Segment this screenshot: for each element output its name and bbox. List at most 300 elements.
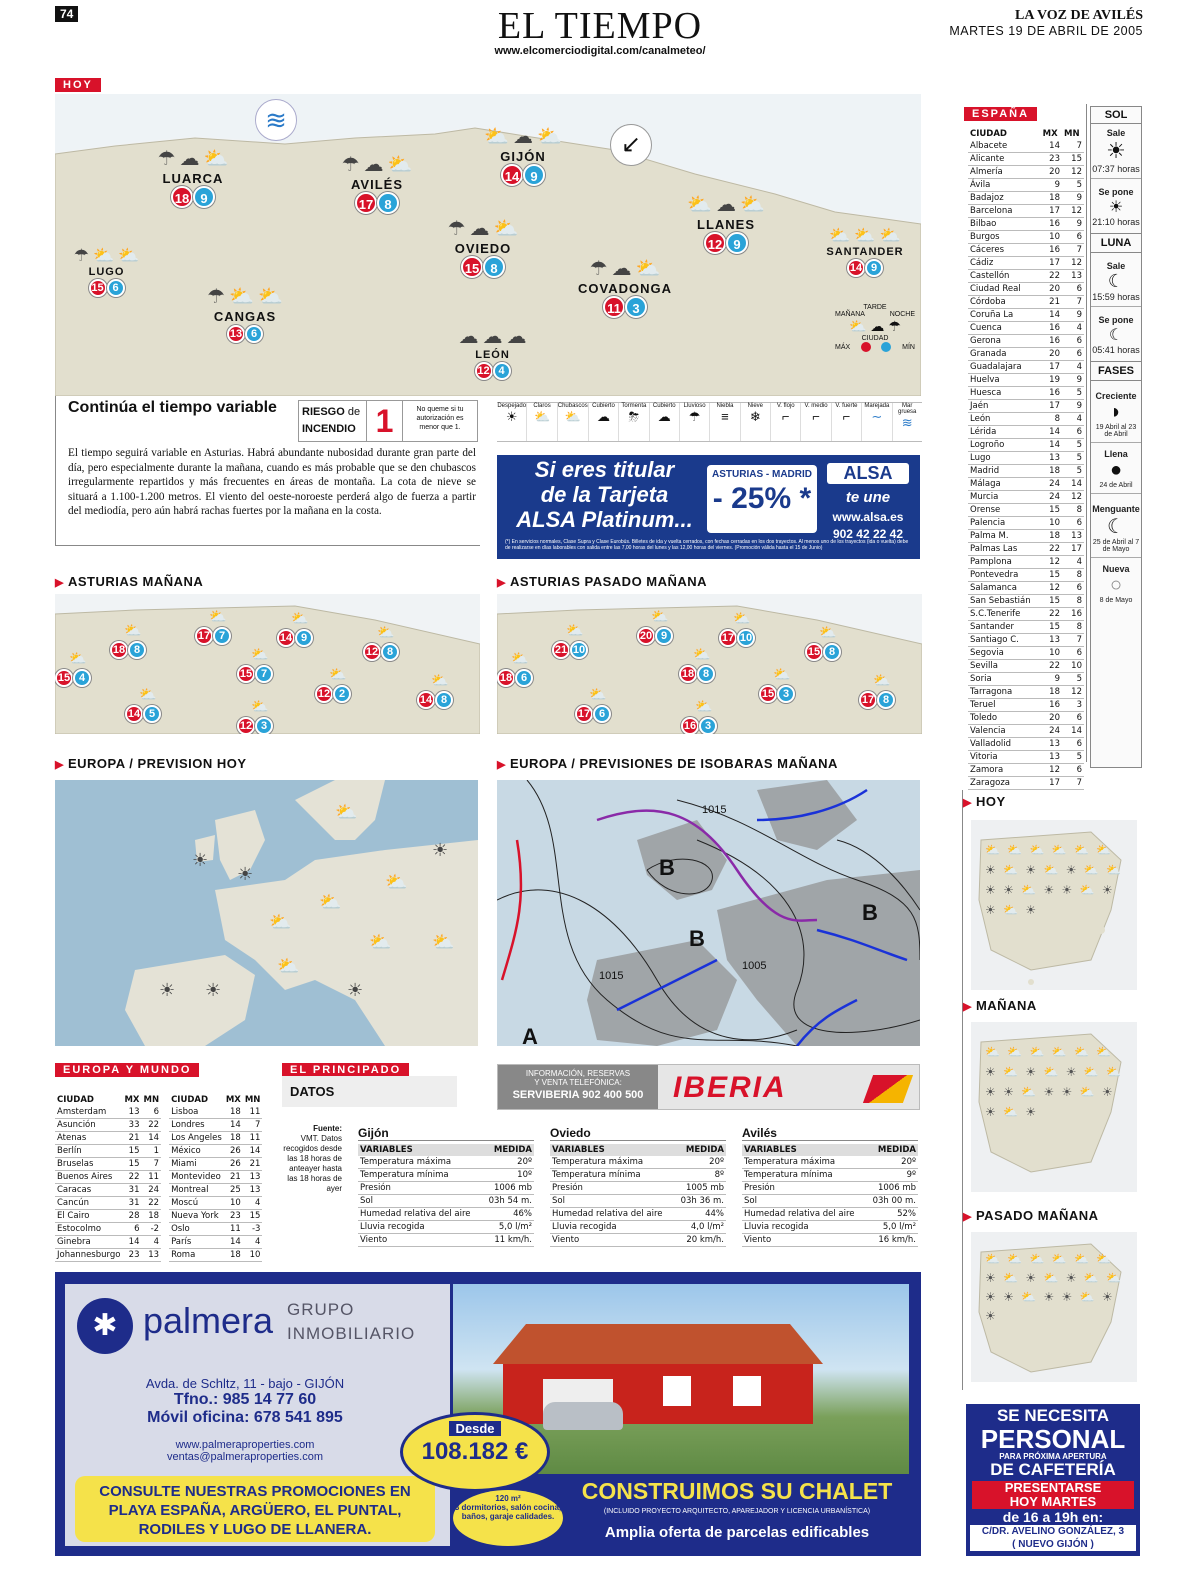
min-cell: 12 — [1062, 166, 1084, 179]
sunset-icon: ☀ — [1108, 199, 1124, 216]
luna-sale-time: 15:59 horas — [1091, 292, 1141, 307]
max-cell: 14 — [1041, 309, 1062, 322]
rain-icon: ☂ — [447, 218, 466, 240]
medida-header: MEDIDA — [877, 1145, 916, 1155]
table-row — [550, 1195, 726, 1208]
max-cell: 13 — [1041, 738, 1062, 751]
menguante-date: 25 de Abril al 7 de Mayo — [1091, 539, 1141, 558]
sol-pone-label: Se pone — [1098, 187, 1134, 197]
table-row — [968, 296, 1084, 309]
max-cell: 18 — [1041, 465, 1062, 478]
table-row — [55, 1132, 161, 1145]
min-cell: 5 — [1062, 465, 1084, 478]
table-row — [968, 686, 1084, 699]
medida-header: MEDIDA — [493, 1145, 532, 1155]
pasado-city-10: ⛅ 17 8 — [859, 672, 895, 709]
fuente-label: Fuente: — [313, 1124, 342, 1133]
max-cell: 13 — [1041, 634, 1062, 647]
city-cell: Zamora — [968, 764, 1041, 777]
max-cell: 9 — [1041, 673, 1062, 686]
min-cell: 4 — [1062, 556, 1084, 569]
iberia-phone[interactable]: SERVIBERIA 902 400 500 — [512, 1089, 644, 1101]
asturias-pasado-map — [497, 594, 922, 734]
table-row — [169, 1145, 262, 1158]
chalet-subtitle: (INCLUIDO PROYECTO ARQUITECTO, APAREJADOR Y LICENCIA URBANÍSTICA) — [603, 1508, 871, 1515]
personal-line3: PARA PRÓXIMA APERTURA — [999, 1452, 1107, 1461]
table-row — [968, 712, 1084, 725]
city-cell: Madrid — [968, 465, 1041, 478]
alsa-fine-print: (*) En servicios normales, Clase Supra y Clase Eurobús. Billetes de ida y vuelta cerrados, con fechas cerradas en los dos trayectos. Al menos uno de los trayectos (ida o vuelta) debe de realizarse en días laborables con salida entre las 7,00 horas del lunes y las 12,00 horas del viernes. (Promoción válida hasta el 15 de Junio) — [505, 539, 909, 551]
table-row — [968, 426, 1084, 439]
symbol-v-flojo: V. flojo ⌐ — [771, 403, 801, 441]
value-cell: 5,0 l/m² — [482, 1221, 534, 1234]
pasado-city-8: ⛅ 15 3 — [759, 666, 795, 703]
alsa-discount-box — [707, 465, 817, 533]
city-cell: Córdoba — [968, 296, 1041, 309]
sol-sale-time: 07:37 horas — [1091, 164, 1141, 179]
palmera-web[interactable]: www.palmeraproperties.com — [175, 1439, 315, 1451]
value-cell: 03h 00 m. — [866, 1195, 918, 1208]
pasado-city-4: ⛅ 20 9 — [637, 608, 673, 645]
min-temp: 6 — [245, 325, 263, 343]
value-cell: 8º — [674, 1169, 726, 1182]
variables-header: VARIABLES — [360, 1145, 413, 1155]
min-cell: 10 — [243, 1249, 263, 1262]
city-cell: Berlín — [55, 1145, 122, 1158]
weather-icon: ☀ — [205, 980, 222, 1000]
pasado-city-1: ⛅ 18 6 — [497, 650, 533, 687]
pressure-high: A — [522, 1024, 538, 1046]
city-cell: Cádiz — [968, 257, 1041, 270]
city-cell: Segovia — [968, 647, 1041, 660]
manana-city-10: ⛅ 14 8 — [417, 672, 453, 709]
table-row — [968, 413, 1084, 426]
city-cell: León — [968, 413, 1041, 426]
city-aviles — [317, 152, 437, 214]
min-cell: 4 — [1062, 322, 1084, 335]
max-cell: 22 — [1041, 660, 1062, 673]
weather-icons — [555, 256, 695, 281]
city-cell: Guadalajara — [968, 361, 1041, 374]
city-cell: Huesca — [968, 387, 1041, 400]
manana-city-9: ⛅ 12 8 — [363, 624, 399, 661]
table-row — [169, 1106, 262, 1119]
palmera-email[interactable]: ventas@palmeraproperties.com — [166, 1451, 324, 1463]
iberia-ad[interactable] — [497, 1064, 920, 1110]
max-cell: 16 — [1041, 699, 1062, 712]
city-cell: Roma — [169, 1249, 224, 1262]
palmera-mobile[interactable]: Móvil oficina: 678 541 895 — [147, 1409, 343, 1426]
table-row — [968, 322, 1084, 335]
min-cell: 9 — [1062, 309, 1084, 322]
cloud-icon: ☁ — [469, 218, 490, 240]
min-temp: 9 — [523, 164, 545, 186]
city-cell: Moscú — [169, 1197, 224, 1210]
table-row — [968, 491, 1084, 504]
min-cell: 18 — [141, 1210, 161, 1223]
table-row — [968, 231, 1084, 244]
station-name: Gijón — [358, 1126, 534, 1141]
table-row — [968, 673, 1084, 686]
min-cell: 6 — [1062, 335, 1084, 348]
city-cell: Tarragona — [968, 686, 1041, 699]
pasado-city-7: ⛅ 16 3 — [681, 698, 717, 734]
cloud-icon: ☁ — [611, 258, 632, 280]
variable-cell: Sol — [358, 1195, 482, 1208]
europa-hoy-map — [55, 780, 478, 1046]
table-row — [550, 1169, 726, 1182]
city-cell: Palencia — [968, 517, 1041, 530]
legend-manana: MAÑANA — [835, 311, 865, 318]
min-cell: 5 — [1062, 179, 1084, 192]
max-cell: 17 — [1041, 361, 1062, 374]
europe-land — [55, 780, 478, 1046]
incendio-label: INCENDIO — [302, 423, 356, 435]
table-row — [742, 1169, 918, 1182]
min-cell: 12 — [1062, 686, 1084, 699]
cloud-icon: ☁ — [513, 126, 533, 148]
sun-cloud-icon: ⛅ — [92, 246, 115, 265]
min-cell: 22 — [141, 1197, 161, 1210]
palmera-ad[interactable] — [55, 1272, 921, 1556]
city-name: SANTANDER — [826, 246, 904, 258]
personal-line2: PERSONAL — [980, 1424, 1126, 1454]
max-cell: 14 — [1041, 426, 1062, 439]
city-name: GIJÓN — [500, 149, 546, 164]
personal-ad[interactable] — [966, 1404, 1140, 1556]
table-row — [169, 1210, 262, 1223]
moon-creciente-icon: ◗ — [1109, 401, 1123, 423]
europa-mundo-tag: EUROPA Y MUNDO — [55, 1063, 199, 1077]
max-cell: 16 — [1041, 244, 1062, 257]
espana-tag: ESPAÑA — [964, 107, 1037, 121]
min-cell: 14 — [1062, 725, 1084, 738]
min-cell: 11 — [243, 1132, 263, 1145]
table-row — [968, 517, 1084, 530]
max-cell: 31 — [122, 1184, 141, 1197]
table-row — [968, 699, 1084, 712]
weather-icons — [317, 152, 437, 177]
city-cell: Cáceres — [968, 244, 1041, 257]
rain-icon: ☂ — [341, 154, 360, 176]
variable-cell: Lluvia recogida — [742, 1221, 866, 1234]
max-temp: 14 — [847, 259, 865, 277]
rain-icon: ☂ — [207, 286, 226, 308]
min-cell: 15 — [1062, 153, 1084, 166]
value-cell: 03h 54 m. — [482, 1195, 534, 1208]
city-cell: Málaga — [968, 478, 1041, 491]
weather-icon: ⛅ — [385, 872, 408, 892]
value-cell: 20º — [866, 1156, 918, 1169]
fuente-block — [282, 1124, 342, 1194]
max-cell: 17 — [1041, 257, 1062, 270]
variable-cell: Lluvia recogida — [358, 1221, 482, 1234]
table-row — [968, 309, 1084, 322]
value-cell: 20º — [482, 1156, 534, 1169]
city-cell: Castellón — [968, 270, 1041, 283]
riesgo-label: RIESGO — [302, 406, 345, 418]
pasado-city-3: ⛅ 17 6 — [575, 686, 611, 723]
sun-cloud-icon: ⛅ — [203, 148, 229, 170]
max-cell: 16 — [1041, 335, 1062, 348]
min-cell: 9 — [1062, 400, 1084, 413]
table-row — [968, 166, 1084, 179]
medida-header: MEDIDA — [685, 1145, 724, 1155]
weather-icons — [185, 284, 305, 309]
menguante-label: Menguante — [1092, 504, 1140, 514]
max-cell: 10 — [1041, 517, 1062, 530]
table-row — [358, 1182, 534, 1195]
max-cell: 22 — [1041, 543, 1062, 556]
riesgo-box — [298, 400, 478, 442]
city-cell: Santander — [968, 621, 1041, 634]
variable-cell: Lluvia recogida — [550, 1221, 674, 1234]
symbol-marejada: Marejada ∼ — [862, 403, 892, 441]
table-row — [968, 140, 1084, 153]
city-cell: Sevilla — [968, 660, 1041, 673]
min-temp: 9 — [726, 232, 748, 254]
weather-icon: ☀ — [432, 840, 449, 860]
symbol-tormenta: Tormenta ⛈ — [619, 403, 649, 441]
luna-pone-time: 05:41 horas — [1091, 345, 1141, 362]
manana-city-3: ⛅ 14 5 — [125, 686, 161, 723]
legend-max: MÁX — [835, 343, 851, 351]
max-cell: 9 — [1041, 179, 1062, 192]
max-cell: 11 — [224, 1223, 243, 1236]
personal-line4: DE CAFETERÍA — [990, 1460, 1116, 1479]
sun-cloud-icon: ⛅ — [740, 194, 765, 216]
table-row — [55, 1249, 161, 1262]
manana-city-7: ⛅ 12 2 — [315, 666, 351, 703]
city-name: OVIEDO — [454, 241, 512, 256]
min-cell: 6 — [1062, 764, 1084, 777]
table-row — [742, 1221, 918, 1234]
max-cell: 13 — [1041, 751, 1062, 764]
creciente-date: 19 Abril al 23 de Abril — [1091, 424, 1141, 443]
rain-icon: ☂ — [157, 148, 176, 170]
table-row — [968, 504, 1084, 517]
city-cell: Cuenca — [968, 322, 1041, 335]
min-temp: 3 — [625, 296, 647, 318]
max-cell: 16 — [1041, 322, 1062, 335]
city-leon — [435, 324, 550, 380]
max-cell: 18 — [224, 1249, 243, 1262]
sun-icon: ☀ — [1106, 138, 1126, 163]
alsa-ad[interactable] — [497, 455, 920, 559]
max-cell: 15 — [1041, 504, 1062, 517]
table-row — [968, 205, 1084, 218]
mundo-table-right: CIUDAD MX MN Lisboa 18 11 Londres 14 7 Los Angeles 18 11 México 26 14 Miami 26 21 Montevideo 21 13 Montreal 25 13 Moscú 10 4 Nueva York 23 15 Oslo 11 -3 París 14 4 Roma 18 10 — [171, 1095, 261, 1260]
variables-header: VARIABLES — [744, 1145, 797, 1155]
city-cell: Montreal — [169, 1184, 224, 1197]
max-cell: 18 — [224, 1106, 243, 1119]
isobaras-map — [497, 780, 920, 1046]
max-cell: 26 — [224, 1145, 243, 1158]
min-cell: -3 — [243, 1223, 263, 1236]
station-2 — [742, 1126, 918, 1247]
min-cell: 6 — [1062, 348, 1084, 361]
city-cell: Granada — [968, 348, 1041, 361]
max-cell: 31 — [122, 1197, 141, 1210]
city-cell: Oslo — [169, 1223, 224, 1236]
max-cell: 20 — [1041, 348, 1062, 361]
sun-rain-icon: ⛅ — [829, 226, 851, 245]
city-cell: Lugo — [968, 452, 1041, 465]
manana-city-4: ⛅ 17 7 — [195, 608, 231, 645]
min-cell: 13 — [1062, 270, 1084, 283]
symbol-niebla: Niebla ≡ — [710, 403, 740, 441]
max-cell: 33 — [122, 1119, 141, 1132]
table-row — [968, 660, 1084, 673]
moon-menguante-icon: ☾ — [1107, 516, 1125, 538]
max-cell: 15 — [1041, 569, 1062, 582]
max-cell: 12 — [1041, 556, 1062, 569]
city-cell: El Cairo — [55, 1210, 122, 1223]
weather-icon: ☀ — [347, 980, 364, 1000]
weather-icon: ⛅ — [432, 932, 455, 952]
max-cell: 15 — [122, 1145, 141, 1158]
min-cell: 13 — [1062, 530, 1084, 543]
isobar-lines — [497, 780, 920, 1046]
city-luarca — [133, 146, 253, 208]
city-cell: Valladolid — [968, 738, 1041, 751]
personal-line8: C/DR. AVELINO GONZÁLEZ, 3 — [981, 1526, 1125, 1537]
min-cell: 15 — [243, 1210, 263, 1223]
europa-isobaras-title: ▶ EUROPA / PREVISIONES DE ISOBARAS MAÑANA — [497, 756, 838, 771]
header-url[interactable]: www.elcomerciodigital.com/canalmeteo/ — [494, 45, 706, 57]
table-row — [550, 1234, 726, 1247]
max-cell: 20 — [1041, 283, 1062, 296]
min-cell: 6 — [141, 1106, 161, 1119]
llena-label: Llena — [1104, 449, 1128, 459]
alsa-logo: ALSA — [827, 463, 909, 484]
luna-pone-label: Se pone — [1098, 315, 1134, 325]
variable-cell: Viento — [358, 1234, 482, 1247]
max-cell: 26 — [224, 1158, 243, 1171]
min-cell: 12 — [1062, 205, 1084, 218]
variable-cell: Humedad relativa del aire — [742, 1208, 866, 1221]
sun-cloud-icon: ⛅ — [118, 246, 140, 265]
city-cell: Cancún — [55, 1197, 122, 1210]
city-cell: Logroño — [968, 439, 1041, 452]
min-cell: 17 — [1062, 543, 1084, 556]
max-cell: 12 — [1041, 764, 1062, 777]
weather-icon: ☀ — [237, 864, 254, 884]
city-cell: Coruña La — [968, 309, 1041, 322]
table-row — [968, 478, 1084, 491]
spain-hoy-map: ⛅ ⛅ ⛅ ⛅ ⛅ ⛅ ☀ ⛅ ☀ ⛅ ☀ ⛅ ⛅ ☀ ☀ ⛅ ☀ ☀ ⛅ ☀ ☀ ⛅ ☀ — [971, 820, 1137, 990]
table-row — [968, 218, 1084, 231]
station-0 — [358, 1126, 534, 1247]
symbol-v-fuerte: V. fuerte ⌐ — [832, 403, 862, 441]
spain-manana-map: ⛅ ⛅ ⛅ ⛅ ⛅ ⛅ ☀ ⛅ ☀ ⛅ ☀ ⛅ ⛅ ☀ ☀ ⛅ ☀ ☀ ⛅ ☀ ☀ ⛅ ☀ — [971, 1022, 1137, 1192]
max-cell: 18 — [1041, 686, 1062, 699]
city-cell: Atenas — [55, 1132, 122, 1145]
min-cell: 11 — [243, 1106, 263, 1119]
personal-line5: PRESENTARSE — [1004, 1480, 1102, 1495]
nueva-label: Nueva — [1102, 564, 1130, 574]
stations-tables — [358, 1126, 918, 1247]
max-temp: 14 — [501, 164, 523, 186]
min-cell: 1 — [141, 1145, 161, 1158]
city-cell: Murcia — [968, 491, 1041, 504]
table-row — [742, 1156, 918, 1169]
city-cell: Alicante — [968, 153, 1041, 166]
max-cell: 14 — [1041, 439, 1062, 452]
max-cell: 15 — [1041, 595, 1062, 608]
pasado-city-5: ⛅ 18 8 — [679, 646, 715, 683]
palmera-phone[interactable]: Tfno.: 985 14 77 60 — [173, 1391, 317, 1408]
city-cell: Asunción — [55, 1119, 122, 1132]
min-cell: 6 — [1062, 283, 1084, 296]
min-cell: 4 — [1062, 413, 1084, 426]
weather-icons — [463, 124, 583, 149]
min-cell: 6 — [1062, 738, 1084, 751]
legend-min: MÍN — [902, 343, 915, 351]
table-row — [742, 1208, 918, 1221]
max-cell: 23 — [1041, 153, 1062, 166]
alsa-web[interactable]: www.alsa.es — [832, 510, 904, 524]
alsa-line3: ALSA Platinum... — [516, 507, 693, 532]
symbol-chubascos: Chubascos ⛅ — [558, 403, 589, 441]
city-santander — [815, 226, 915, 277]
manana-city-6: ⛅ 14 9 — [277, 610, 313, 647]
hoy-section — [55, 78, 925, 396]
alsa-line1: Si eres titular — [534, 457, 675, 482]
weather-icons — [815, 226, 915, 246]
max-cell: 23 — [224, 1210, 243, 1223]
city-cell: Londres — [169, 1119, 224, 1132]
city-cell: Jaén — [968, 400, 1041, 413]
nueva-date: 8 de Mayo — [1099, 597, 1133, 604]
hoy-text-block — [55, 396, 480, 546]
moon-icon: ☾ — [1107, 271, 1125, 291]
palmera-inmobiliario: INMOBILIARIO — [287, 1324, 416, 1343]
variable-cell: Viento — [550, 1234, 674, 1247]
max-cell: 14 — [122, 1236, 141, 1249]
variable-cell: Viento — [742, 1234, 866, 1247]
alsa-line2: de la Tarjeta — [540, 482, 669, 507]
table-row — [968, 647, 1084, 660]
alsa-phone[interactable]: 902 42 22 42 — [832, 527, 904, 541]
table-row — [742, 1182, 918, 1195]
personal-line9: ( NUEVO GIJÓN ) — [1012, 1539, 1094, 1550]
iberia-flag-icon — [863, 1075, 913, 1103]
city-cell: Lisboa — [169, 1106, 224, 1119]
variable-cell: Presión — [358, 1182, 482, 1195]
symbol-v-medio: V. medio ⌐ — [801, 403, 831, 441]
table-row — [55, 1184, 161, 1197]
city-llanes — [661, 192, 791, 254]
table-row — [968, 725, 1084, 738]
table-row — [968, 777, 1084, 790]
variable-cell: Sol — [550, 1195, 674, 1208]
llena-date: 24 de Abril — [1091, 482, 1141, 494]
alsa-route: ASTURIAS - MADRID — [712, 469, 812, 480]
min-cell: 24 — [141, 1184, 161, 1197]
city-cell: Teruel — [968, 699, 1041, 712]
cloud-icon: ☁ — [716, 194, 736, 216]
city-cell: Ciudad Real — [968, 283, 1041, 296]
min-cell: 6 — [1062, 426, 1084, 439]
city-cell: Buenos Aires — [55, 1171, 122, 1184]
city-cell: Lérida — [968, 426, 1041, 439]
max-temp: 12 — [704, 232, 726, 254]
variable-cell: Presión — [550, 1182, 674, 1195]
max-cell: 20 — [1041, 712, 1062, 725]
weather-icon: ☀ — [192, 850, 209, 870]
max-temp: 15 — [461, 256, 483, 278]
